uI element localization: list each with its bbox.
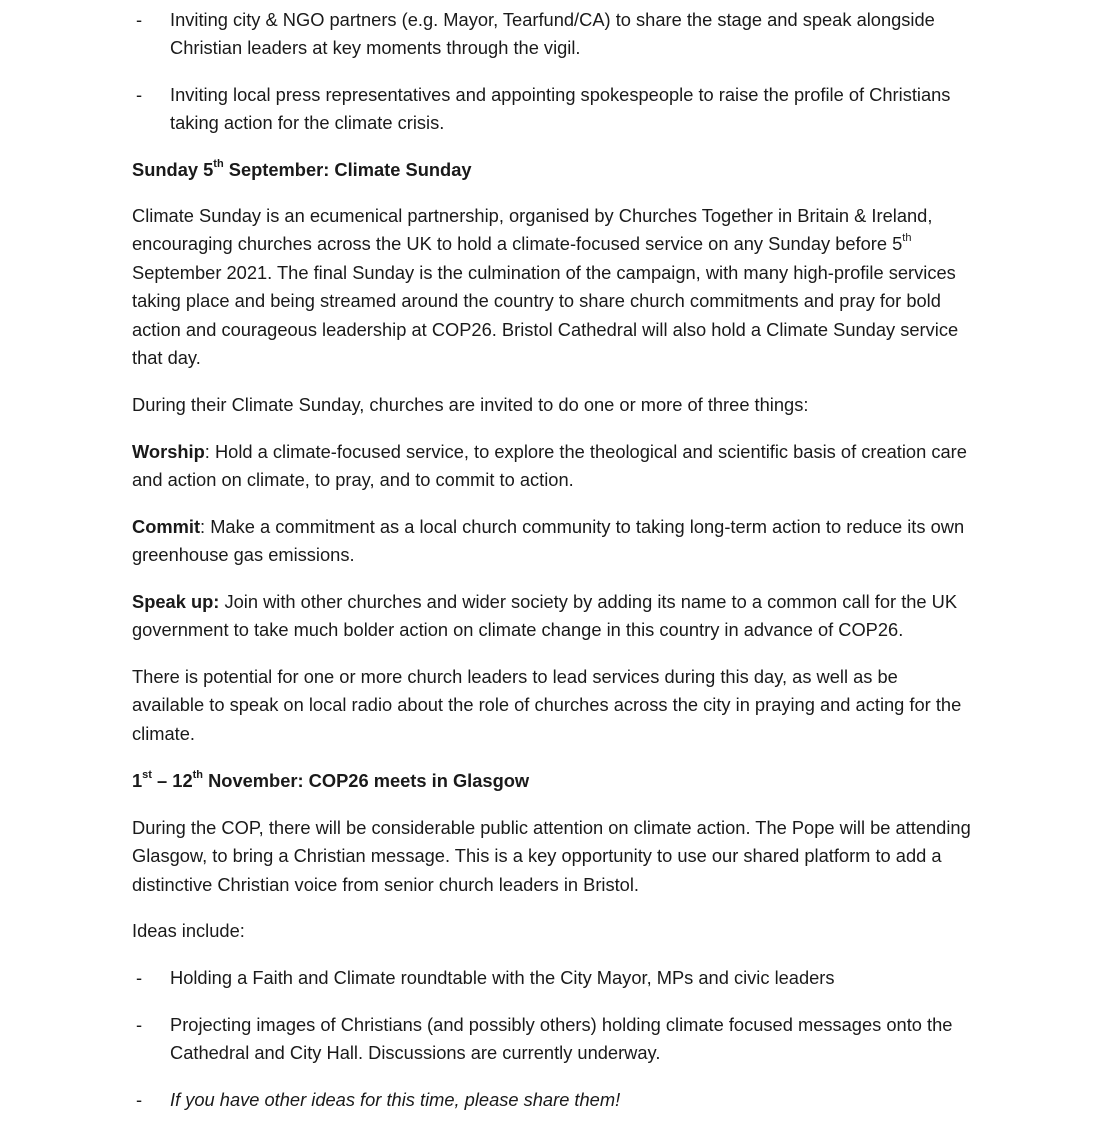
- bullet-dash: -: [136, 967, 143, 988]
- paragraph-three-things: During their Climate Sunday, churches are invited to do one or more of three things:: [132, 394, 809, 415]
- paragraph-worship: [132, 438, 972, 495]
- section-heading-cop26: [132, 767, 972, 795]
- bullet-item: [132, 6, 982, 63]
- paragraph-cop: During the COP, there will be considerable public attention on climate action. The Pope will be attending Glasgow, to bring a Christian message. This is a key opportunity to use our shared platform to add a distinctive Christian voice from senior church leaders in Bristol.: [132, 817, 971, 895]
- bullet-text: Inviting city & NGO partners (e.g. Mayor, Tearfund/CA) to share the stage and speak alongside Christian leaders at key moments through the vigil.: [170, 9, 935, 59]
- commit-label: Commit: [132, 516, 201, 537]
- heading-superscript: th: [192, 768, 204, 781]
- worship-label: Worship: [132, 441, 205, 462]
- bullet-item: [132, 964, 982, 992]
- paragraph-superscript: th: [902, 232, 912, 245]
- heading-superscript: th: [213, 157, 224, 170]
- bullet-item: [132, 81, 982, 138]
- paragraph-ideas: Ideas include:: [132, 920, 245, 941]
- bullet-dash: -: [136, 84, 143, 105]
- heading-text: – 12: [151, 770, 193, 791]
- paragraph-speak-up: [132, 588, 972, 645]
- heading-text: Sunday 5: [132, 159, 214, 180]
- heading-text: November: COP26 meets in Glasgow: [203, 770, 530, 791]
- paragraph-climate-sunday-intro: [132, 202, 972, 372]
- bullet-text: Holding a Faith and Climate roundtable with the City Mayor, MPs and civic leaders: [170, 967, 835, 988]
- bullet-dash: -: [136, 9, 143, 30]
- bullet-text: Inviting local press representatives and appointing spokespeople to raise the profile of Christians taking action for the climate crisis.: [170, 84, 951, 134]
- heading-text: September: Climate Sunday: [223, 159, 472, 180]
- paragraph-text: : Make a commitment as a local church community to taking long-term action to reduce its own greenhouse gas emissions.: [132, 516, 965, 566]
- section-heading-climate-sunday: [132, 156, 972, 184]
- bullet-text: Projecting images of Christians (and possibly others) holding climate focused messages onto the Cathedral and City Hall. Discussions are currently underway.: [170, 1014, 953, 1064]
- bullet-item: [132, 1011, 982, 1068]
- paragraph-text: Join with other churches and wider society by adding its name to a common call for the UK government to take much bolder action on climate change in this country in advance of COP26.: [132, 591, 958, 641]
- paragraph-potential: There is potential for one or more church leaders to lead services during this day, as well as be available to speak on local radio about the role of churches across the city in praying and acting for the climate.: [132, 666, 962, 744]
- bullet-dash: -: [136, 1089, 143, 1110]
- heading-text: 1: [132, 770, 143, 791]
- bullet-dash: -: [136, 1014, 143, 1035]
- paragraph-text: Climate Sunday is an ecumenical partnership, organised by Churches Together in Britain & Ireland, encouraging churches across the UK to hold a climate-focused service on any Sunday before 5: [132, 205, 933, 255]
- paragraph-commit: [132, 513, 972, 570]
- paragraph-text: : Hold a climate-focused service, to explore the theological and scientific basis of creation care and action on climate, to pray, and to commit to action.: [132, 441, 967, 491]
- paragraph-text: September 2021. The final Sunday is the culmination of the campaign, with many high-profile services taking place and being streamed around the country to share church commitments and pray for bold action and courageous leadership at COP26. Bristol Cathedral will also hold a Climate Sunday service that day.: [132, 261, 959, 369]
- speak-up-label: Speak up:: [132, 591, 220, 612]
- heading-superscript: st: [142, 768, 152, 781]
- bullet-text-italic: If you have other ideas for this time, please share them!: [170, 1089, 621, 1110]
- bullet-item: [132, 1086, 982, 1114]
